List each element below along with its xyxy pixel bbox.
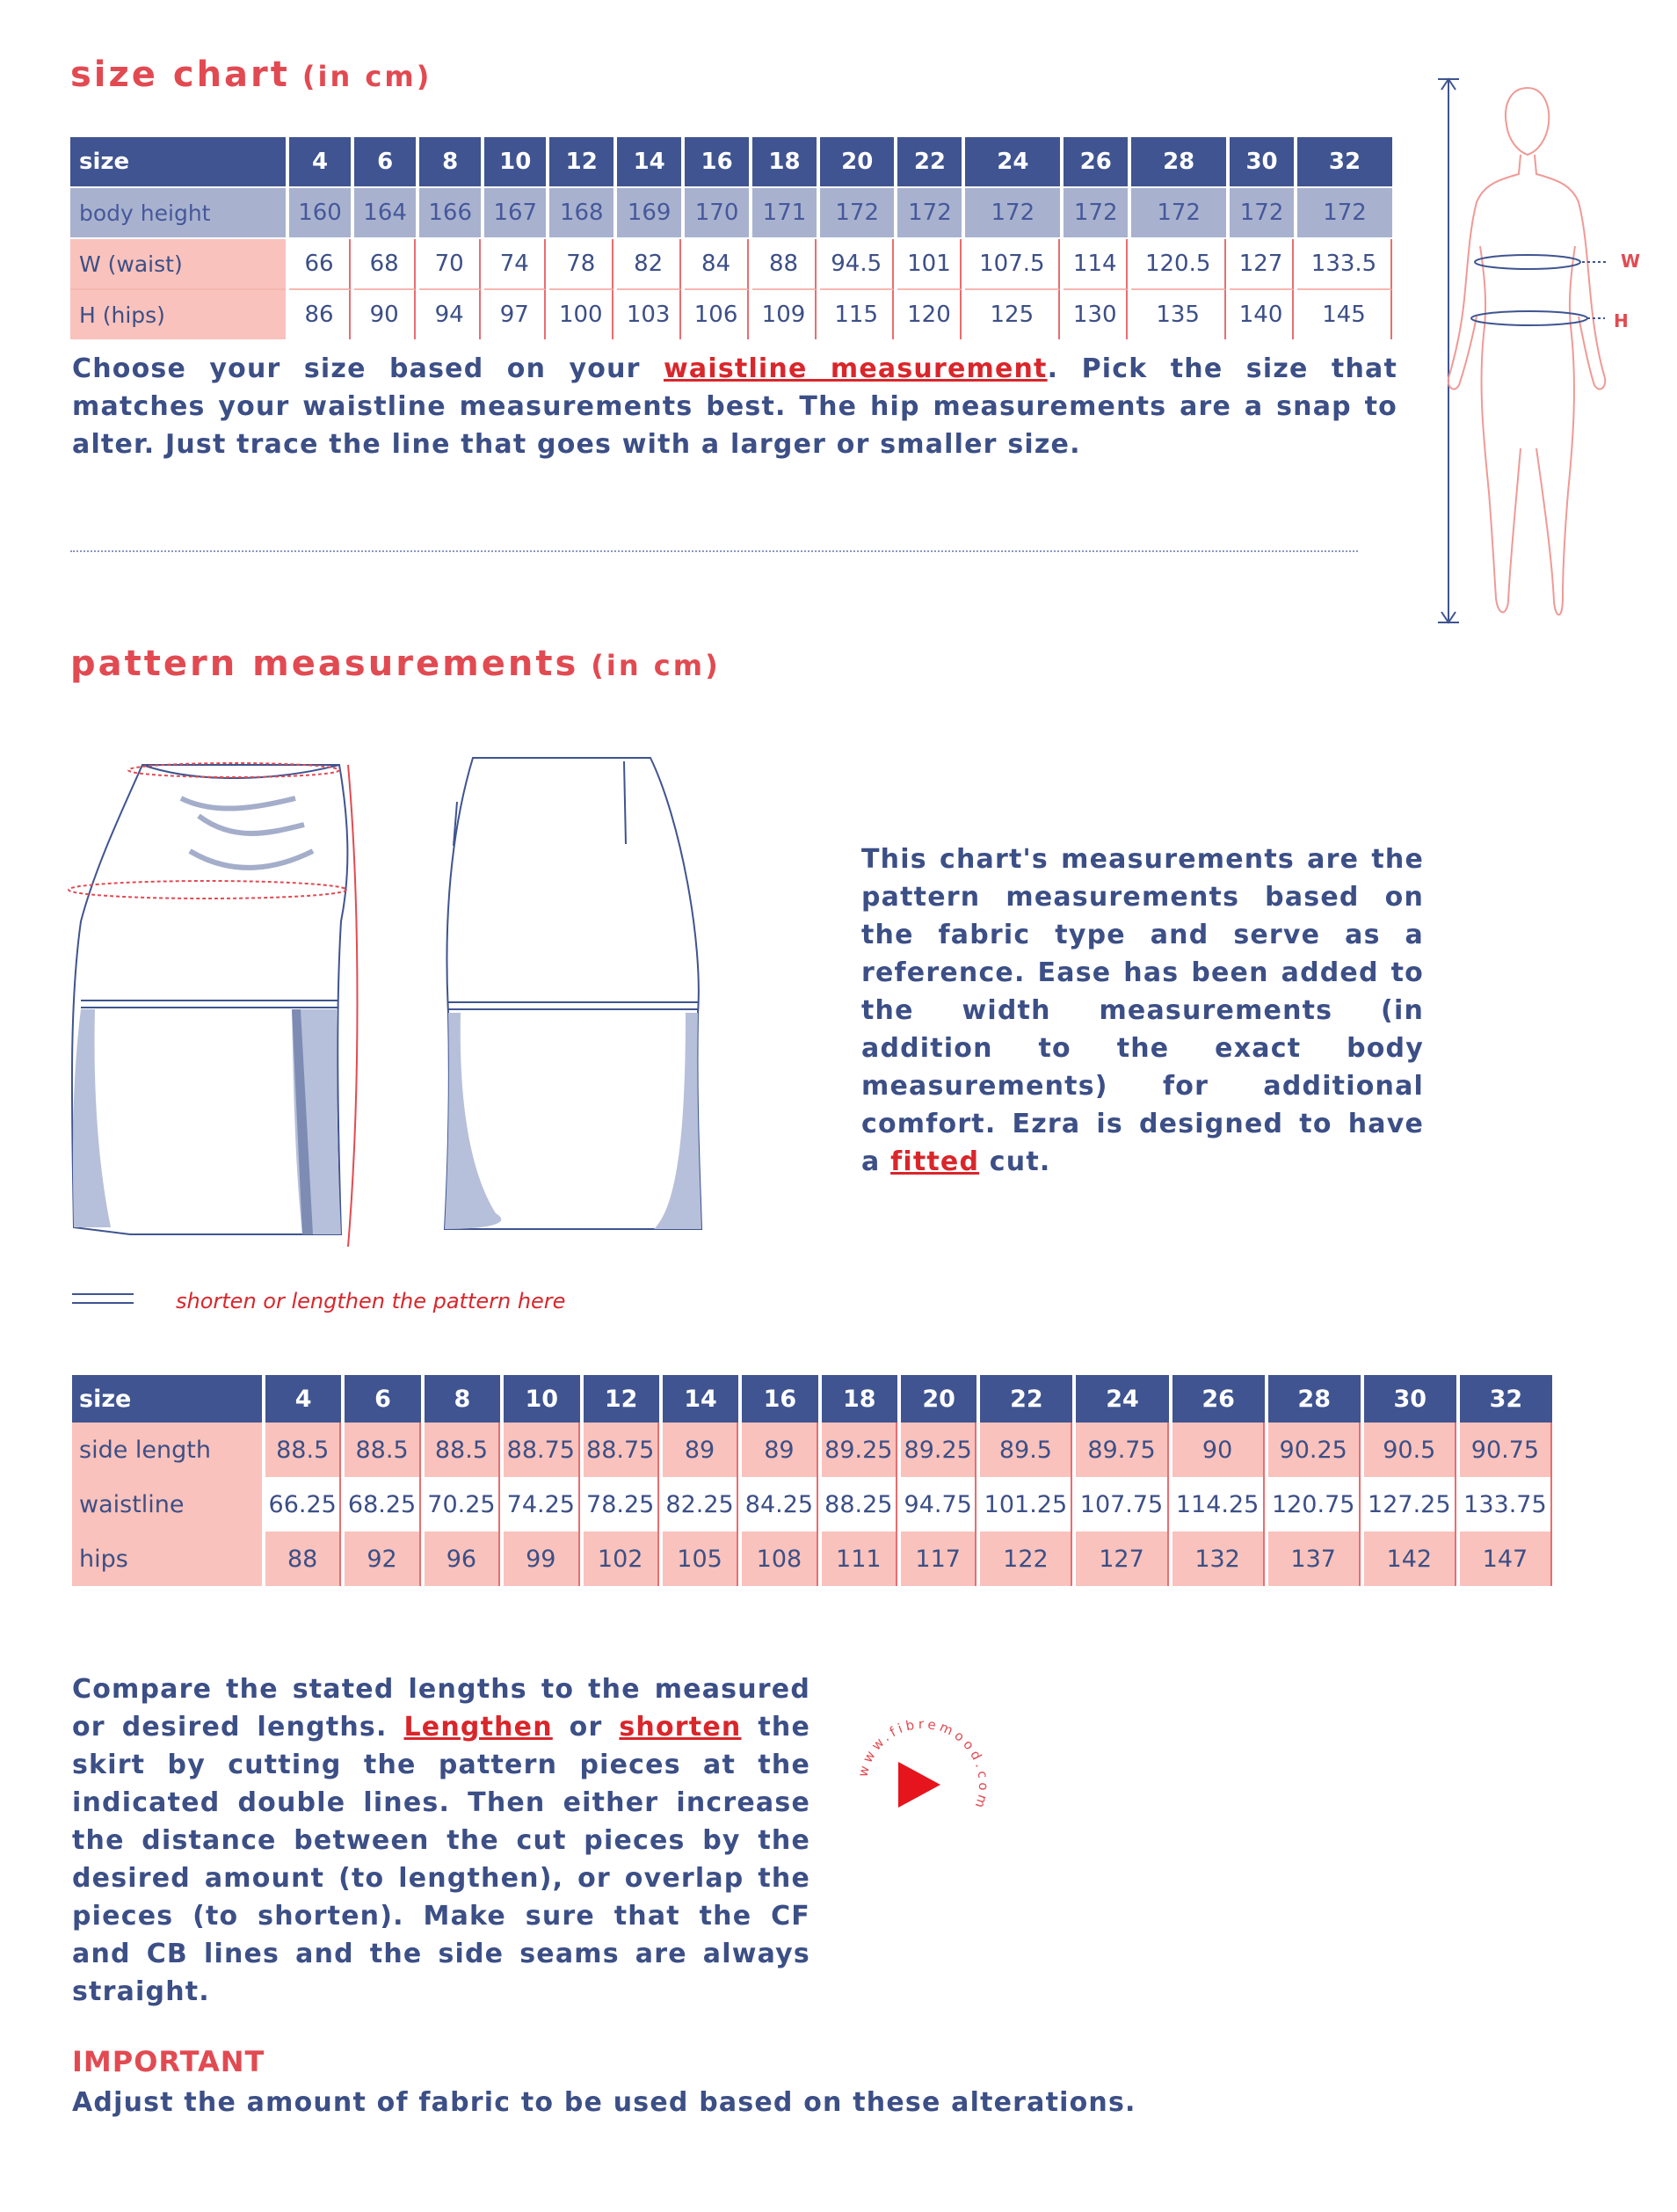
size-header-cell: 8: [425, 1375, 500, 1423]
size-chart-header-row: [70, 137, 1392, 188]
row-label: H (hips): [70, 290, 286, 339]
waistline-measurement-link[interactable]: waistline measurement: [664, 353, 1048, 384]
measurement-cell: 120.5: [1131, 239, 1226, 290]
measurement-cell: 92: [345, 1532, 420, 1586]
row-label: body height: [70, 188, 286, 239]
measurement-cell: 168: [549, 188, 613, 239]
measurement-cell: 97: [484, 290, 546, 339]
measurement-cell: 82.25: [663, 1477, 738, 1532]
pattern-desc-tail: cut.: [979, 1146, 1051, 1177]
size-header-cell: 6: [354, 137, 416, 188]
size-header-cell: 24: [965, 137, 1060, 188]
size-header-cell: 30: [1364, 1375, 1456, 1423]
size-header-cell: 14: [663, 1375, 738, 1423]
measurement-cell: 145: [1297, 290, 1392, 339]
measurement-cell: 66: [289, 239, 351, 290]
alteration-text-2: or: [552, 1712, 620, 1743]
measurement-cell: 88: [752, 239, 817, 290]
measurement-cell: 66.25: [265, 1477, 341, 1532]
measurement-cell: 133.5: [1297, 239, 1392, 290]
size-header-cell: 8: [419, 137, 481, 188]
measurement-cell: 160: [289, 188, 351, 239]
measurement-cell: 74: [484, 239, 546, 290]
pattern-title: [70, 644, 721, 684]
measurement-cell: 82: [617, 239, 681, 290]
measurement-cell: 102: [584, 1532, 659, 1586]
measurement-cell: 120: [897, 290, 962, 339]
measurement-cell: 107.75: [1076, 1477, 1168, 1532]
body-figure-illustration: [1422, 70, 1642, 633]
measurement-cell: 99: [504, 1532, 579, 1586]
measurement-cell: 70: [419, 239, 481, 290]
shorten-link[interactable]: shorten: [619, 1712, 742, 1743]
measurement-cell: 127: [1230, 239, 1294, 290]
measurement-cell: 88: [265, 1532, 341, 1586]
waist-label: W: [1621, 251, 1641, 272]
measurement-cell: 89.25: [901, 1423, 976, 1477]
measurement-cell: 133.75: [1460, 1477, 1552, 1532]
pattern-unit: (in cm): [591, 649, 721, 682]
size-note-rest: . Pick the size that matches your waistline measurements best. The hip measurements are a snap to alter. Just trace the line that goes with a larger or smaller size.: [72, 353, 1398, 460]
measurement-cell: 90: [1172, 1423, 1265, 1477]
legend-text: shorten or lengthen the pattern here: [176, 1289, 566, 1313]
skirt-front-illustration: [58, 746, 374, 1255]
size-chart-title: [70, 55, 432, 95]
measurement-cell: 130: [1064, 290, 1128, 339]
size-header-cell: 26: [1172, 1375, 1265, 1423]
pattern-table: [69, 1375, 1556, 1586]
size-header-cell: 32: [1297, 137, 1392, 188]
size-header-cell: 18: [822, 1375, 897, 1423]
size-chart-row: [70, 290, 1392, 339]
size-chart-row: [70, 239, 1392, 290]
size-header-cell: 10: [504, 1375, 579, 1423]
pattern-row: [72, 1477, 1552, 1532]
size-note-lead: Choose your size based on your: [72, 353, 664, 384]
measurement-cell: 172: [897, 188, 962, 239]
measurement-cell: 68: [354, 239, 416, 290]
size-header-cell: 24: [1076, 1375, 1168, 1423]
lengthen-link[interactable]: Lengthen: [403, 1712, 553, 1743]
measurement-cell: 106: [685, 290, 749, 339]
measurement-cell: 90.25: [1268, 1423, 1361, 1477]
measurement-cell: 172: [1131, 188, 1226, 239]
body-outline: [1448, 88, 1606, 615]
double-line-icon: [72, 1291, 134, 1308]
measurement-cell: 90.5: [1364, 1423, 1456, 1477]
alteration-text-1: Compare the stated lengths to the measured or desired lengths.: [72, 1674, 810, 1743]
measurement-cell: 89: [663, 1423, 738, 1477]
pattern-row: [72, 1532, 1552, 1586]
measurement-cell: 127.25: [1364, 1477, 1456, 1532]
measurement-cell: 84: [685, 239, 749, 290]
size-header-cell: 12: [584, 1375, 659, 1423]
size-header-cell: 18: [752, 137, 817, 188]
measurement-cell: 147: [1460, 1532, 1552, 1586]
size-header-cell: 16: [742, 1375, 817, 1423]
measurement-cell: 114: [1064, 239, 1128, 290]
size-header-cell: 6: [345, 1375, 420, 1423]
alteration-text-3: the skirt by cutting the pattern pieces at the indicated double lines. Then either increase the distance between the cut pieces by the desired amount (to lengthen), or overlap the pieces (to shorten). Make sure that the CF and CB lines and the side seams are always straight.: [72, 1712, 810, 2007]
measurement-cell: 88.5: [345, 1423, 420, 1477]
size-header-cell: 20: [820, 137, 895, 188]
measurement-cell: 88.5: [425, 1423, 500, 1477]
measurement-cell: 171: [752, 188, 817, 239]
pattern-title-text: pattern measurements: [70, 644, 579, 684]
pattern-description: [861, 840, 1424, 1181]
measurement-cell: 172: [1297, 188, 1392, 239]
pattern-header-row: [72, 1375, 1552, 1423]
measurement-cell: 142: [1364, 1532, 1456, 1586]
measurement-cell: 115: [820, 290, 895, 339]
size-chart-row: [70, 188, 1392, 239]
row-label: side length: [72, 1423, 262, 1477]
important-text: Adjust the amount of fabric to be used based on these alterations.: [72, 2087, 1136, 2118]
size-header-cell: 14: [617, 137, 681, 188]
measurement-cell: 88.75: [584, 1423, 659, 1477]
measurement-cell: 96: [425, 1532, 500, 1586]
row-label: waistline: [72, 1477, 262, 1532]
measurement-cell: 166: [419, 188, 481, 239]
measurement-cell: 100: [549, 290, 613, 339]
size-chart-note: [72, 350, 1398, 463]
measurement-cell: 132: [1172, 1532, 1265, 1586]
measurement-cell: 117: [901, 1532, 976, 1586]
measurement-cell: 169: [617, 188, 681, 239]
measurement-cell: 94.75: [901, 1477, 976, 1532]
size-header-cell: 10: [484, 137, 546, 188]
measurement-cell: 105: [663, 1532, 738, 1586]
measurement-cell: 172: [820, 188, 895, 239]
measurement-cell: 74.25: [504, 1477, 579, 1532]
size-header-cell: 4: [289, 137, 351, 188]
measurement-cell: 70.25: [425, 1477, 500, 1532]
measurement-cell: 170: [685, 188, 749, 239]
measurement-cell: 103: [617, 290, 681, 339]
measurement-cell: 101.25: [980, 1477, 1072, 1532]
measurement-cell: 140: [1230, 290, 1294, 339]
section-divider: [70, 550, 1358, 552]
measurement-cell: 120.75: [1268, 1477, 1361, 1532]
measurement-cell: 114.25: [1172, 1477, 1265, 1532]
measurement-cell: 107.5: [965, 239, 1060, 290]
measurement-cell: 84.25: [742, 1477, 817, 1532]
measurement-cell: 94: [419, 290, 481, 339]
size-header-cell: 22: [897, 137, 962, 188]
measurement-cell: 127: [1076, 1532, 1168, 1586]
measurement-cell: 94.5: [820, 239, 895, 290]
fitted-link[interactable]: fitted: [890, 1146, 980, 1177]
size-chart-header-label: size: [70, 137, 286, 188]
size-header-cell: 28: [1268, 1375, 1361, 1423]
measurement-cell: 78: [549, 239, 613, 290]
measurement-cell: 109: [752, 290, 817, 339]
badge-ring-text: www.fibremood.com: [854, 1715, 992, 1814]
pattern-desc-lead: This chart's measurements are the pattern measurements based on the fabric type and serve as a reference. Ease has been added to the width measurements (in addition to the exact body measurements) for additional comfort. Ezra is designed to have a: [861, 844, 1424, 1177]
size-chart-title-text: size chart: [70, 55, 290, 95]
play-icon: [898, 1762, 940, 1808]
pattern-row: [72, 1423, 1552, 1477]
skirt-back-illustration: [434, 749, 715, 1241]
important-heading: IMPORTANT: [72, 2045, 265, 2078]
row-label: hips: [72, 1532, 262, 1586]
measurement-cell: 172: [1230, 188, 1294, 239]
measurement-cell: 88.5: [265, 1423, 341, 1477]
measurement-cell: 86: [289, 290, 351, 339]
measurement-cell: 172: [965, 188, 1060, 239]
size-chart-unit: (in cm): [301, 60, 432, 93]
size-chart-table: [67, 137, 1396, 339]
size-header-cell: 32: [1460, 1375, 1552, 1423]
row-label: W (waist): [70, 239, 286, 290]
measurement-cell: 89.75: [1076, 1423, 1168, 1477]
measurement-cell: 88.75: [504, 1423, 579, 1477]
size-header-cell: 28: [1131, 137, 1226, 188]
size-header-cell: 30: [1230, 137, 1294, 188]
size-header-cell: 16: [685, 137, 749, 188]
measurement-cell: 90: [354, 290, 416, 339]
size-header-cell: 22: [980, 1375, 1072, 1423]
measurement-cell: 125: [965, 290, 1060, 339]
measurement-cell: 137: [1268, 1532, 1361, 1586]
size-header-cell: 12: [549, 137, 613, 188]
video-badge[interactable]: [844, 1706, 1002, 1864]
size-header-cell: 26: [1064, 137, 1128, 188]
alteration-instructions: [72, 1670, 810, 2011]
size-header-cell: 20: [901, 1375, 976, 1423]
measurement-cell: 108: [742, 1532, 817, 1586]
measurement-cell: 88.25: [822, 1477, 897, 1532]
size-header-cell: 4: [265, 1375, 341, 1423]
measurement-cell: 122: [980, 1532, 1072, 1586]
measurement-cell: 135: [1131, 290, 1226, 339]
pattern-header-label: size: [72, 1375, 262, 1423]
measurement-cell: 172: [1064, 188, 1128, 239]
measurement-cell: 111: [822, 1532, 897, 1586]
measurement-cell: 101: [897, 239, 962, 290]
measurement-cell: 89: [742, 1423, 817, 1477]
measurement-cell: 78.25: [584, 1477, 659, 1532]
waist-line-marker: [1475, 255, 1580, 269]
hip-label: H: [1614, 310, 1629, 331]
measurement-cell: 89.25: [822, 1423, 897, 1477]
measurement-cell: 68.25: [345, 1477, 420, 1532]
measurement-cell: 164: [354, 188, 416, 239]
measurement-cell: 89.5: [980, 1423, 1072, 1477]
measurement-cell: 167: [484, 188, 546, 239]
measurement-cell: 90.75: [1460, 1423, 1552, 1477]
